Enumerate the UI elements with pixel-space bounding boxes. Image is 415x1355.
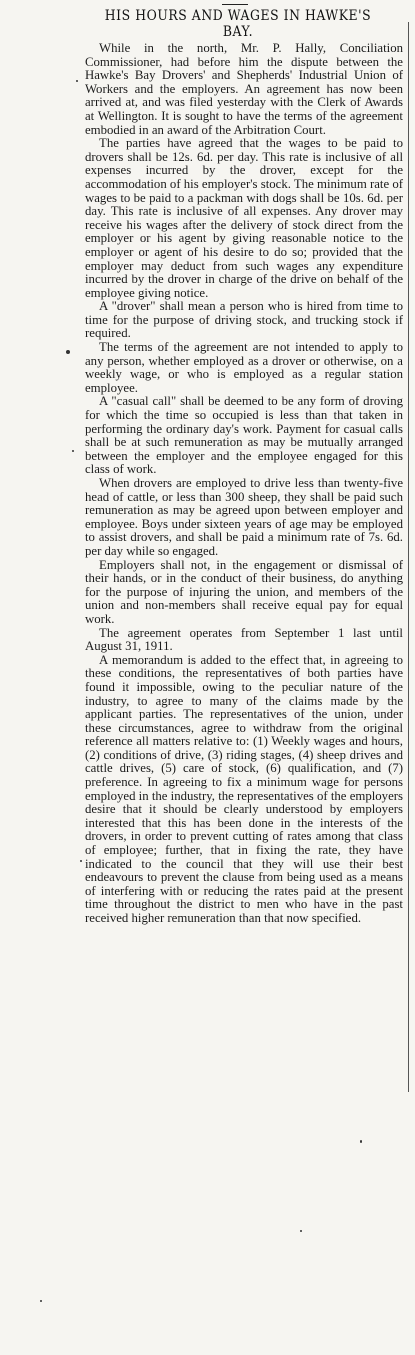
paragraph-operation-dates: The agreement operates from September 1 last until August 31, 1911. [85, 625, 403, 654]
headline-line-1: HIS HOURS AND WAGES IN HAWKE'S [104, 8, 372, 24]
scan-speck [360, 1140, 362, 1143]
scan-speck [80, 860, 82, 862]
paragraph-wages: The parties have agreed that the wages to be paid to drovers shall be 12s. 6d. per day. This rate is inclusive of all expenses incurred by the drover, except for the accommodation of his employer's stock. The minimum rate of wages to be paid to a packman with dogs shall be 10s. 6d. per day. This rate is inclusive of all expenses. Any drover may receive his wages after the delivery of stock direct from the employer or his agent by giving reasonable notice to the employer or agent of his desire to do so; provided that the employer may deduct from such wages any expenditure incurred by the drover in charge of the drive on behalf of the employee giving notice. [85, 136, 404, 300]
paragraph-terms-scope: The terms of the agreement are not intended to apply to any person, whether employed as a drover or otherwise, on a weekly wage, or who is employed as a regular station employee. [85, 340, 403, 395]
scan-speck [300, 1230, 302, 1232]
paragraph-union-protection: Employers shall not, in the engagement or dismissal of their hands, or in the conduct of their business, do anything for the purpose of injuring the union, and members of the union and non-members shall receive equal pay for equal work. [85, 557, 403, 626]
scan-speck [76, 80, 78, 82]
scan-speck [72, 450, 74, 452]
scan-speck [66, 350, 70, 354]
paragraph-intro: While in the north, Mr. P. Hally, Conciliation Commissioner, had before him the dispute between the Hawke's Bay Drovers' and Shepherds' Industrial Union of Workers and the employers. An agreement has now been arrived at, and was filed yesterday with the Clerk of Awards at Wellington. It is sought to have the terms of the agreement embodied in an award of the Arbitration Court. [85, 41, 403, 137]
article-body [85, 42, 403, 926]
top-rule [222, 4, 248, 5]
headline [83, 8, 392, 40]
paragraph-memorandum: A memorandum is added to the effect that, in agreeing to these conditions, the representatives of both parties have found it impossible, owing to the peculiar nature of the industry, to agree to many of the claims made by the applicant parties. The representatives of the union, under these circumstances, agree to withdraw from the original reference all matters relative to: (1) Weekly wages and hours, (2) conditions of drive, (3) riding stages, (4) sheep drives and cattle drives, (5) care of stock, (6) qualification, and (7) preference. In agreeing to fix a minimum wage for persons employed in the industry, the representatives of the employers desire that it should be clearly understood by employers interested that this has been done in the interests of the drovers, in order to prevent cutting of rates among that class of employee; further, that in fixing the rate, they have indicated to the council that they will use their best endeavours to prevent the clause from being used as a means of interfering with or reducing the rates paid at the present time throughout the district to men who have in the past received higher remuneration than that now specified. [85, 652, 403, 925]
paragraph-drover-definition: A "drover" shall mean a person who is hired from time to time for the purpose of driving stock, and trucking stock if required. [85, 299, 403, 341]
paragraph-casual-call: A "casual call" shall be deemed to be any form of droving for which the time so occupied is less than that taken in performing the ordinary day's work. Payment for casual calls shall be at such remuneration as may be mutually arranged between the employer and the employee engaged for this class of work. [85, 394, 403, 477]
headline-line-2: BAY. [222, 24, 254, 40]
column-rule [408, 22, 409, 1092]
paragraph-small-drives: When drovers are employed to drive less than twenty-five head of cattle, or less than 300 sheep, they shall be paid such remuneration as may be agreed upon between employer and employee. Boys under sixteen years of age may be employed to assist drovers, and shall be paid a minimum rate of 7s. 6d. per day while so engaged. [85, 476, 403, 558]
scan-speck [40, 1300, 42, 1302]
